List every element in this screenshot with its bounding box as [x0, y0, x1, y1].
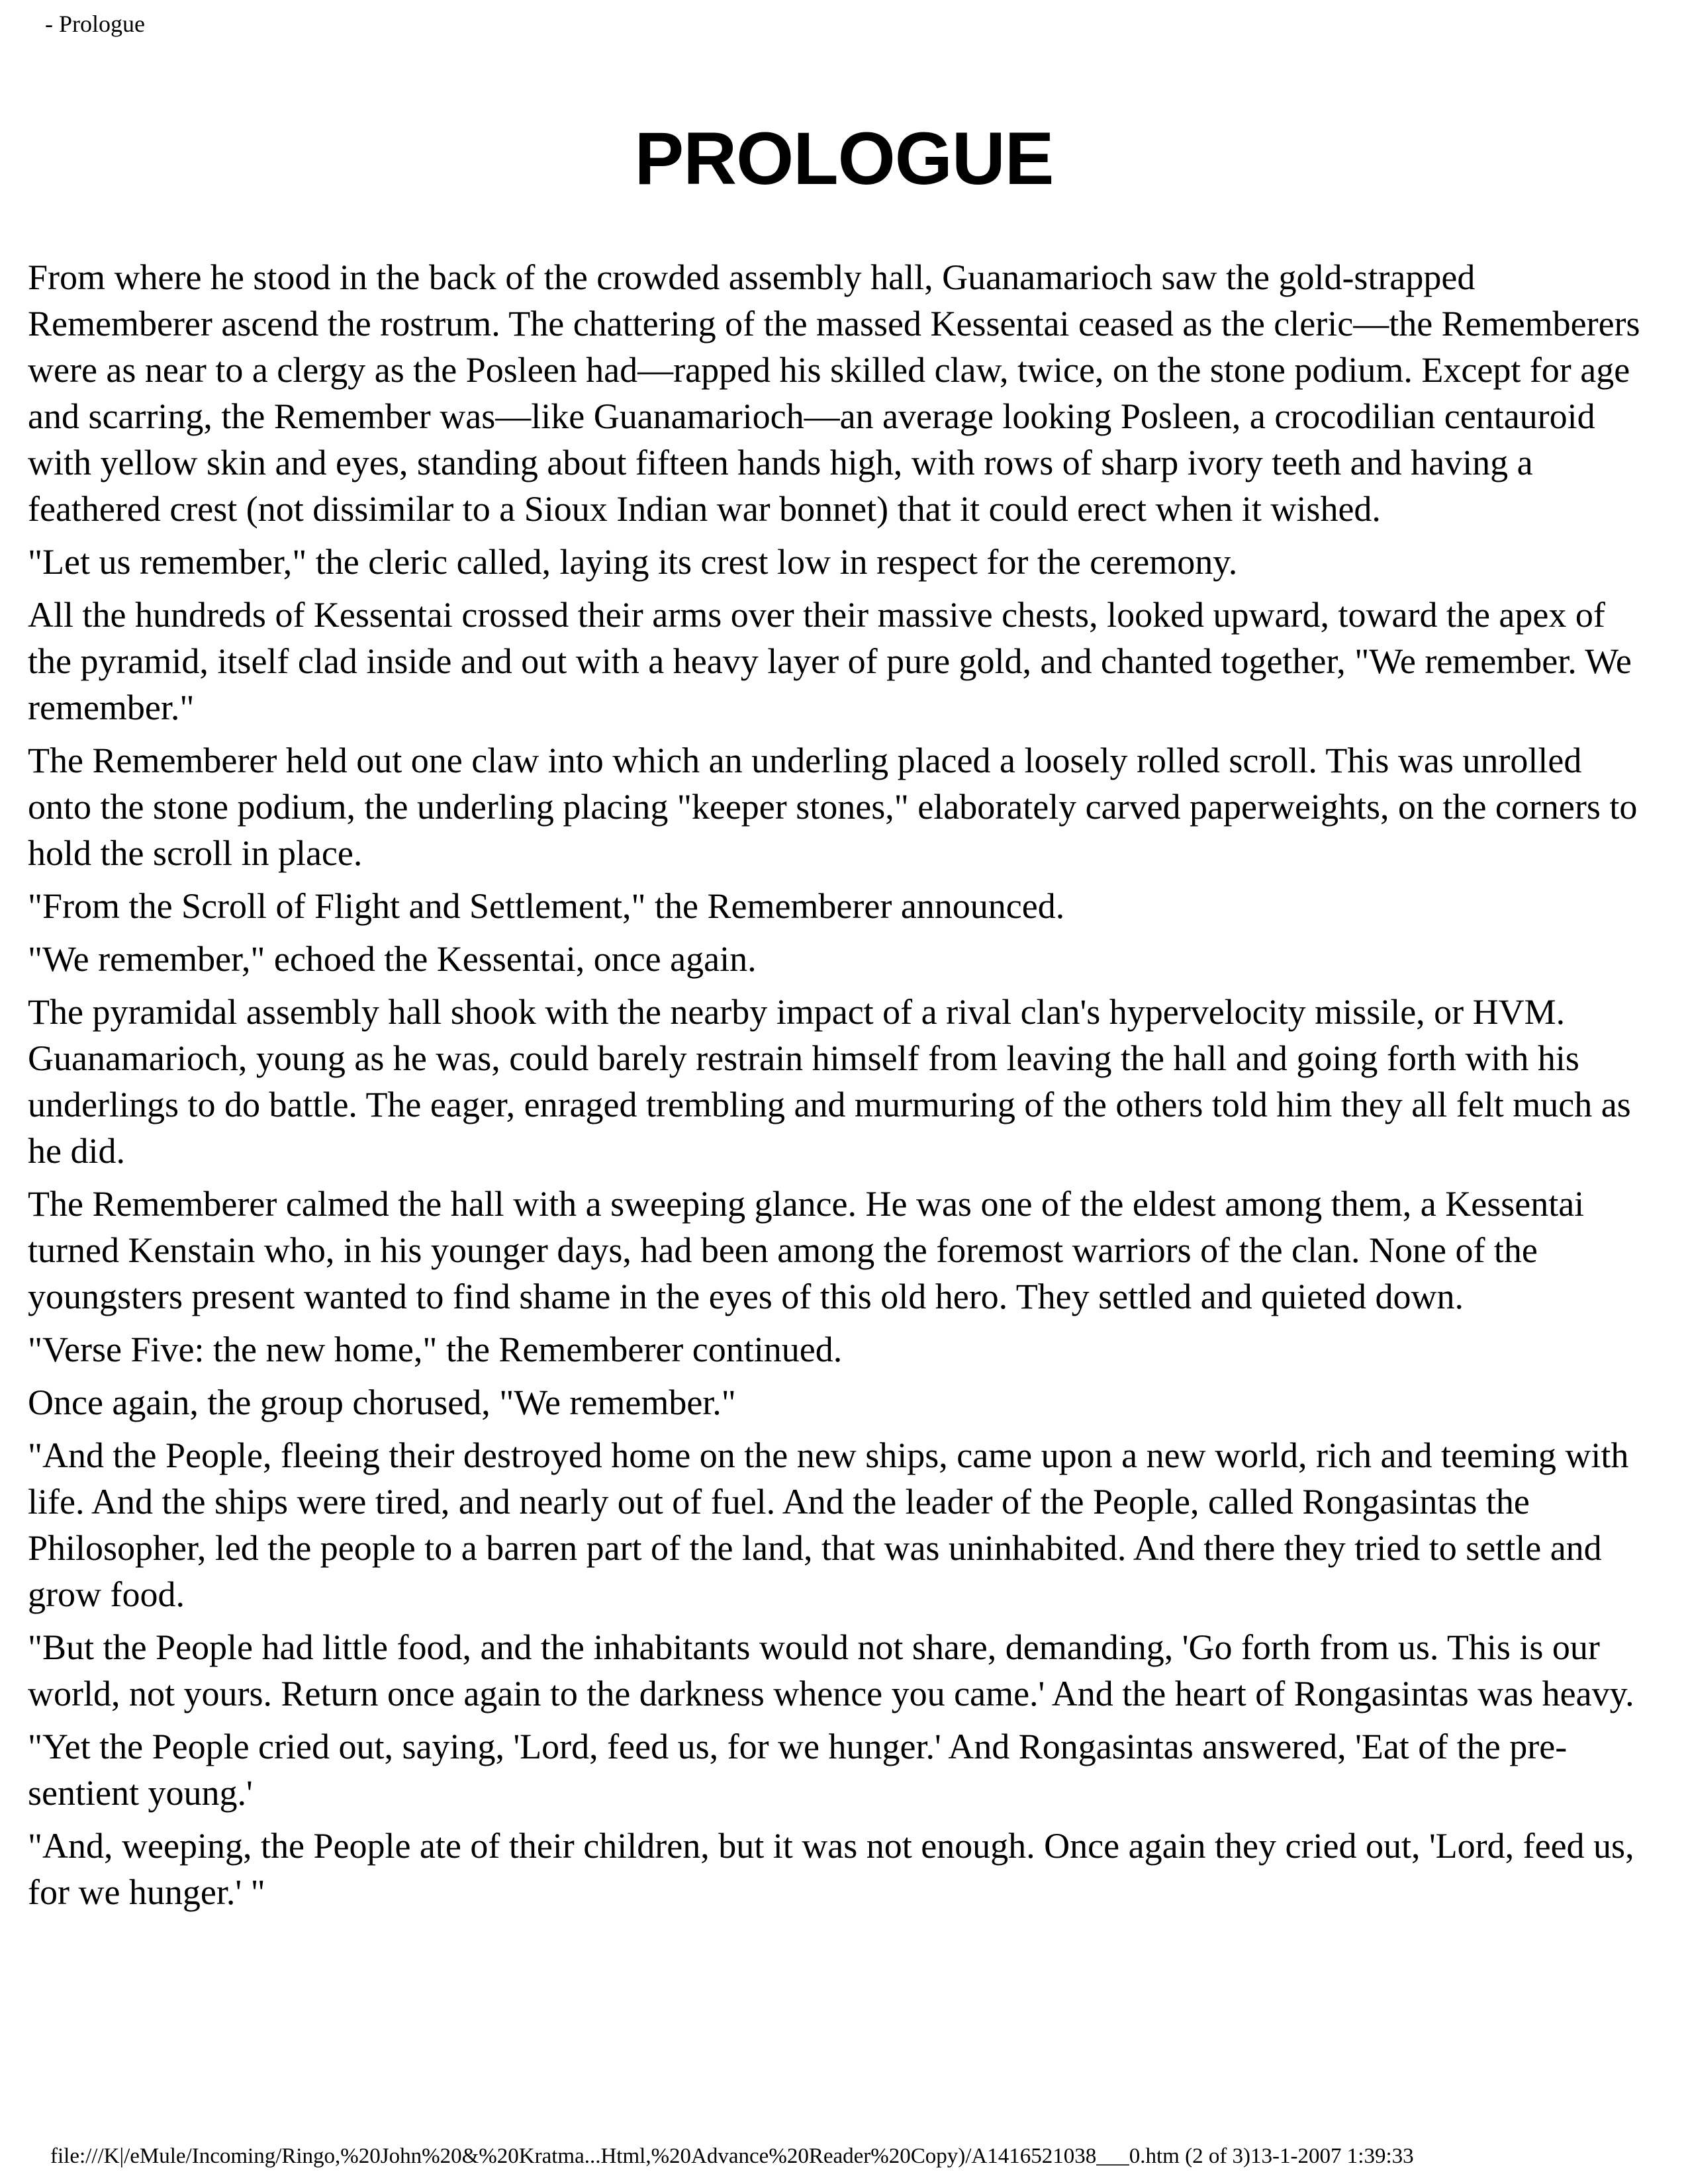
- paragraph: "From the Scroll of Flight and Settlement," the Rememberer announced.: [28, 886, 1065, 926]
- paragraph: "Let us remember," the cleric called, laying its crest low in respect for the ceremony.: [28, 542, 1238, 582]
- paragraph: The pyramidal assembly hall shook with the nearby impact of a rival clan's hypervelocity missile, or HVM. Guanamarioch, young as he was, could barely restrain himself from leaving the hall and going forth with his underlings to do battle. The eager, enraged trembling and murmuring of the others told him they all felt much as he did.: [28, 992, 1631, 1171]
- paragraph: "And the People, fleeing their destroyed home on the new ships, came upon a new world, rich and teeming with life. And the ships were tired, and nearly out of fuel. And the leader of the People, called Rongasintas the Philosopher, led the people to a barren part of the land, that was uninhabited. And there they tried to settle and grow food.: [28, 1435, 1629, 1614]
- chapter-title: PROLOGUE: [634, 117, 1054, 200]
- paragraph: The Rememberer calmed the hall with a sweeping glance. He was one of the eldest among them, a Kessentai turned Kenstain who, in his younger days, had been among the foremost warriors of the clan. None of the youngsters present wanted to find shame in the eyes of this old hero. They settled and quieted down.: [28, 1184, 1585, 1316]
- paragraph: "We remember," echoed the Kessentai, once again.: [28, 939, 757, 979]
- page-header: - Prologue: [45, 11, 145, 37]
- paragraph: "Yet the People cried out, saying, 'Lord, feed us, for we hunger.' And Rongasintas answered, 'Eat of the pre-sentient young.': [28, 1727, 1568, 1813]
- page-footer-url: file:///K|/eMule/Incoming/Ringo,%20John%20&%20Kratma...Html,%20Advance%20Reader%20Copy)/A1416521038___0.htm (2 of 3)13-1-2007 1:39:33: [50, 2144, 1414, 2168]
- body-text: [28, 254, 1643, 1922]
- paragraph: "And, weeping, the People ate of their children, but it was not enough. Once again they cried out, 'Lord, feed us, for we hunger.' ": [28, 1826, 1634, 1912]
- paragraph: From where he stood in the back of the crowded assembly hall, Guanamarioch saw the gold-strapped Rememberer ascend the rostrum. The chattering of the massed Kessentai ceased as the cleric—the Rememberers were as near to a clergy as the Posleen had—rapped his skilled claw, twice, on the stone podium. Except for age and scarring, the Remember was—like Guanamarioch—an average looking Posleen, a crocodilian centauroid with yellow skin and eyes, standing about fifteen hands high, with rows of sharp ivory teeth and having a feathered crest (not dissimilar to a Sioux Indian war bonnet) that it could erect when it wished.: [28, 257, 1640, 529]
- paragraph: "Verse Five: the new home," the Rememberer continued.: [28, 1330, 843, 1369]
- paragraph: Once again, the group chorused, "We remember.": [28, 1383, 736, 1422]
- paragraph: The Rememberer held out one claw into which an underling placed a loosely rolled scroll. This was unrolled onto the stone podium, the underling placing "keeper stones," elaborately carved paperweights, on the corners to hold the scroll in place.: [28, 741, 1638, 873]
- paragraph: "But the People had little food, and the inhabitants would not share, demanding, 'Go forth from us. This is our world, not yours. Return once again to the darkness whence you came.' And the heart of Rongasintas was heavy.: [28, 1627, 1634, 1713]
- paragraph: All the hundreds of Kessentai crossed their arms over their massive chests, looked upward, toward the apex of the pyramid, itself clad inside and out with a heavy layer of pure gold, and chanted together, "We remember. We remember.": [28, 595, 1632, 727]
